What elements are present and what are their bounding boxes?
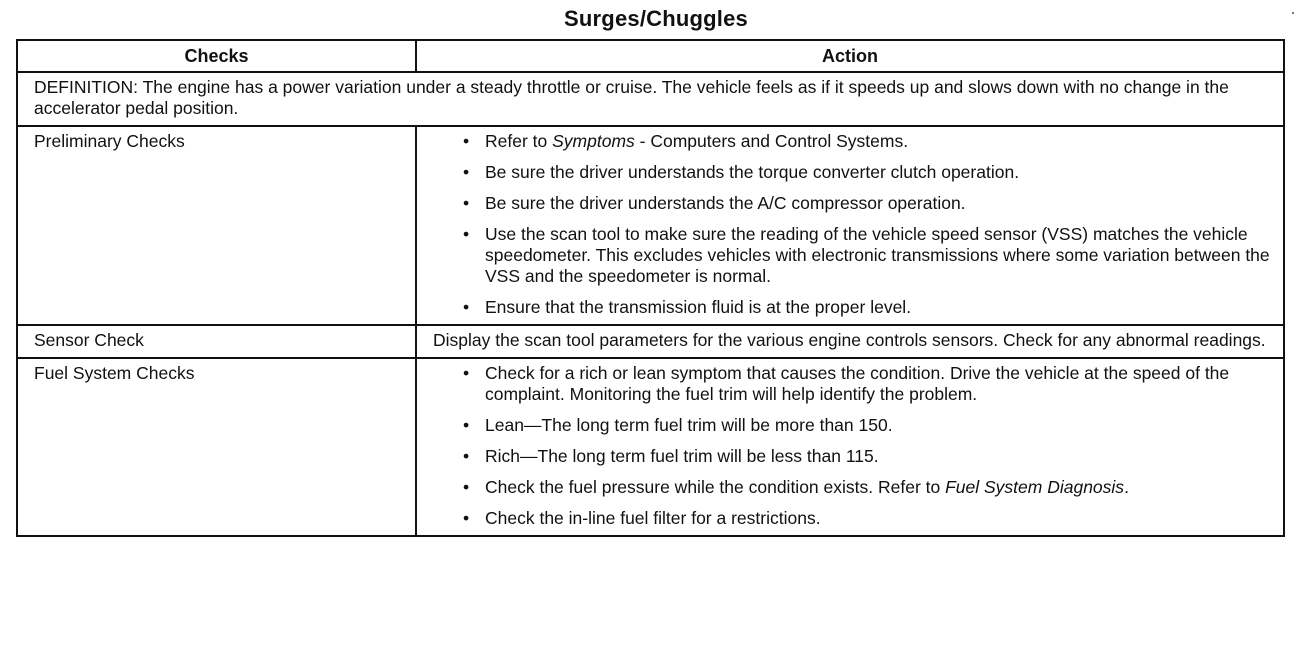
check-cell: Preliminary Checks — [17, 126, 416, 325]
bullet-item — [463, 193, 1275, 214]
bullet-item — [463, 415, 1275, 436]
bullet-icon: • — [463, 363, 470, 383]
definition-text: The engine has a power variation under a steady throttle or cruise. The vehicle feels as if it speeds up and slows down with no change in the accelerator pedal position. — [34, 77, 1229, 118]
bullet-text-pre: Check the in-line fuel filter for a restrictions. — [485, 508, 821, 528]
bullet-text-pre: Rich—The long term fuel trim will be less than 115. — [485, 446, 879, 466]
bullet-text-pre: Ensure that the transmission fluid is at the proper level. — [485, 297, 912, 317]
action-cell: Display the scan tool parameters for the various engine controls sensors. Check for any abnormal readings. — [416, 325, 1284, 358]
bullet-text-pre: Use the scan tool to make sure the reading of the vehicle speed sensor (VSS) matches the vehicle speedometer. This excludes vehicles with electronic transmissions where some variation between the VSS and the speedometer is normal. — [485, 224, 1270, 286]
bullet-icon: • — [463, 297, 470, 317]
bullet-item — [463, 477, 1275, 498]
bullet-text-post: . — [1124, 477, 1129, 497]
bullet-item — [463, 131, 1275, 152]
action-bullet-list — [433, 363, 1275, 529]
definition-row — [17, 72, 1284, 126]
definition-cell — [17, 72, 1284, 126]
bullet-icon: • — [463, 508, 470, 528]
page-title: Surges/Chuggles — [564, 6, 748, 31]
check-cell: Sensor Check — [17, 325, 416, 358]
table-row — [17, 358, 1284, 536]
bullet-text-post: - Computers and Control Systems. — [634, 131, 909, 151]
action-header: Action — [416, 40, 1284, 72]
checks-header: Checks — [17, 40, 416, 72]
scan-speck — [1292, 12, 1294, 14]
bullet-item — [463, 224, 1275, 287]
bullet-item — [463, 446, 1275, 467]
bullet-item — [463, 297, 1275, 318]
action-cell — [416, 358, 1284, 536]
bullet-icon: • — [463, 162, 470, 182]
action-cell — [416, 126, 1284, 325]
bullet-text-italic: Fuel System Diagnosis — [945, 477, 1125, 497]
table-row — [17, 126, 1284, 325]
bullet-text-italic: Symptoms — [552, 131, 635, 151]
bullet-icon: • — [463, 131, 470, 151]
bullet-text-pre: Be sure the driver understands the A/C compressor operation. — [485, 193, 966, 213]
bullet-item — [463, 363, 1275, 405]
definition-label: DEFINITION: — [34, 77, 139, 97]
check-cell: Fuel System Checks — [17, 358, 416, 536]
bullet-icon: • — [463, 415, 470, 435]
bullet-icon: • — [463, 446, 470, 466]
bullet-text-pre: Lean—The long term fuel trim will be more than 150. — [485, 415, 893, 435]
bullet-icon: • — [463, 224, 470, 244]
bullet-text-pre: Check for a rich or lean symptom that causes the condition. Drive the vehicle at the speed of the complaint. Monitoring the fuel trim will help identify the problem. — [485, 363, 1230, 404]
action-bullet-list — [433, 131, 1275, 318]
diagnostic-table — [16, 39, 1285, 537]
bullet-text-pre: Be sure the driver understands the torque converter clutch operation. — [485, 162, 1020, 182]
table-row — [17, 325, 1284, 358]
bullet-icon: • — [463, 193, 470, 213]
bullet-text-pre: Refer to — [485, 131, 553, 151]
bullet-icon: • — [463, 477, 470, 497]
bullet-text-pre: Check the fuel pressure while the condition exists. Refer to — [485, 477, 946, 497]
bullet-item — [463, 508, 1275, 529]
bullet-item — [463, 162, 1275, 183]
header-row — [17, 40, 1284, 72]
